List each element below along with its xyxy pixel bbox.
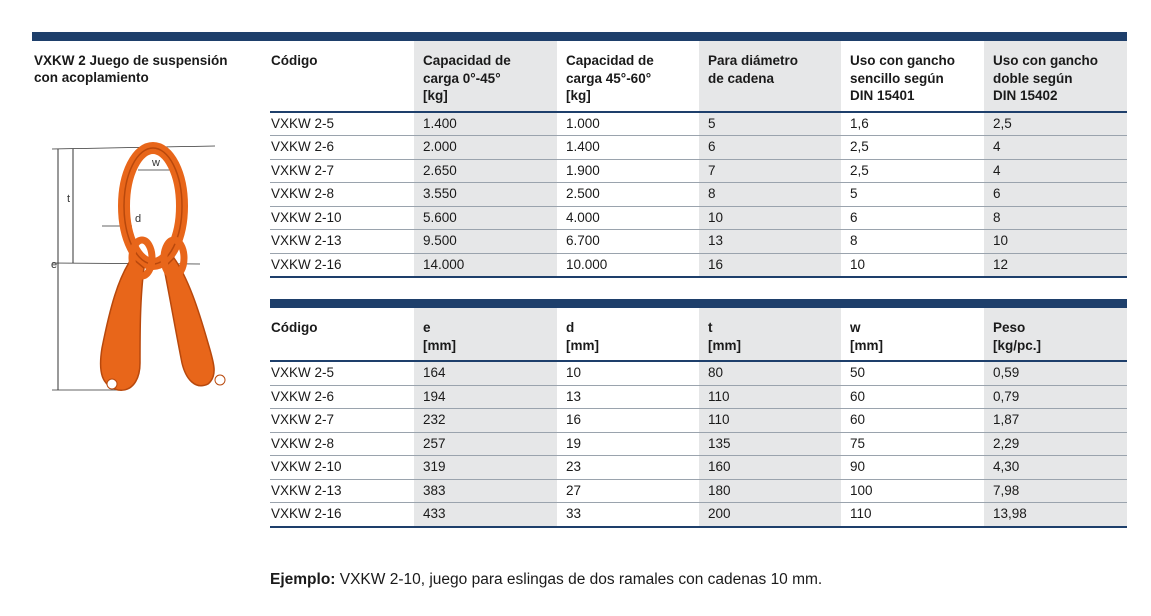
capacity-header-line: Para diámetro	[708, 53, 799, 68]
dimensions-cell	[557, 479, 699, 503]
dimensions-cell	[699, 385, 841, 409]
capacity-cell-value: 2,5	[850, 162, 869, 178]
dimensions-cell	[270, 503, 414, 527]
capacity-cell	[270, 136, 414, 160]
dimensions-cell	[984, 361, 1127, 385]
dimensions-cell-value: 135	[708, 435, 731, 451]
table-row	[270, 479, 1127, 503]
capacity-table-body	[270, 112, 1127, 278]
table-row	[270, 253, 1127, 277]
dimensions-cell-value: VXKW 2-7	[271, 412, 335, 427]
top-rule	[32, 32, 1127, 41]
capacity-cell	[699, 112, 841, 136]
capacity-cell	[699, 136, 841, 160]
capacity-cell	[557, 230, 699, 254]
capacity-cell-value: VXKW 2-16	[271, 256, 342, 272]
capacity-cell	[557, 136, 699, 160]
dimensions-header-line: [kg/pc.]	[993, 337, 1042, 353]
dimensions-header-line: e	[423, 320, 431, 335]
capacity-header-3	[699, 41, 841, 112]
capacity-cell-value: 6	[708, 139, 716, 154]
capacity-cell	[699, 230, 841, 254]
example-note	[270, 571, 822, 589]
capacity-cell-value: VXKW 2-10	[271, 209, 342, 225]
table-row	[270, 206, 1127, 230]
capacity-cell	[414, 253, 557, 277]
dimensions-cell-value: 232	[423, 412, 446, 427]
dimensions-cell-value: 13	[566, 388, 582, 404]
capacity-cell-value: 13	[708, 233, 724, 248]
capacity-cell	[984, 112, 1127, 136]
capacity-cell	[699, 253, 841, 277]
table-row	[270, 112, 1127, 136]
capacity-header-2	[557, 41, 699, 112]
capacity-cell-value: 2.650	[423, 162, 457, 178]
capacity-cell-value: 8	[993, 209, 1001, 225]
dimensions-cell	[841, 385, 984, 409]
capacity-cell-value: 14.000	[423, 256, 465, 272]
capacity-cell	[841, 112, 984, 136]
dimensions-cell-value: 50	[850, 365, 866, 380]
dimensions-cell	[557, 503, 699, 527]
capacity-cell	[699, 159, 841, 183]
dimensions-cell-value: 23	[566, 459, 582, 474]
capacity-cell	[841, 206, 984, 230]
dimensions-cell-value: VXKW 2-13	[271, 482, 342, 498]
dimensions-cell-value: 33	[566, 506, 582, 521]
capacity-cell	[557, 206, 699, 230]
capacity-cell	[414, 230, 557, 254]
table-row	[270, 456, 1127, 480]
capacity-cell	[841, 253, 984, 277]
capacity-cell	[270, 159, 414, 183]
dimensions-cell-value: 110	[708, 388, 730, 404]
capacity-cell	[557, 253, 699, 277]
capacity-cell	[699, 206, 841, 230]
capacity-cell	[414, 112, 557, 136]
dimensions-cell-value: 180	[708, 482, 731, 498]
capacity-cell-value: 5	[850, 186, 858, 201]
dimensions-cell-value: VXKW 2-6	[271, 388, 335, 404]
dimensions-cell-value: 200	[708, 506, 731, 521]
capacity-header-line: DIN 15402	[993, 88, 1058, 103]
capacity-cell	[270, 183, 414, 207]
capacity-cell	[841, 230, 984, 254]
dimensions-cell-value: 100	[850, 482, 873, 498]
dimensions-cell-value: VXKW 2-10	[271, 459, 342, 474]
dimensions-cell-value: VXKW 2-16	[271, 506, 342, 521]
capacity-cell-value: VXKW 2-13	[271, 233, 342, 248]
dimensions-cell	[984, 409, 1127, 433]
dimensions-table-body	[270, 361, 1127, 527]
capacity-cell-value: 2.000	[423, 139, 457, 154]
dimensions-header-4	[841, 308, 984, 361]
capacity-cell-value: 10	[850, 256, 866, 272]
capacity-header-1	[414, 41, 557, 112]
table-row	[270, 136, 1127, 160]
capacity-cell	[270, 112, 414, 136]
capacity-cell	[414, 183, 557, 207]
dimensions-table	[270, 308, 1127, 528]
dimensions-cell-value: 80	[708, 365, 724, 380]
capacity-cell-value: 2,5	[993, 115, 1012, 131]
capacity-header-line: Código	[271, 53, 318, 68]
dimensions-cell-value: 7,98	[993, 482, 1020, 498]
table-row	[270, 503, 1127, 527]
label-t: t	[67, 193, 71, 205]
dimensions-cell-value: 1,87	[993, 412, 1020, 427]
left-pin	[107, 379, 117, 389]
dimensions-cell-value: 10	[566, 365, 582, 380]
dimensions-header-line: t	[708, 320, 713, 335]
dimensions-cell-value: 60	[850, 412, 866, 427]
capacity-cell	[699, 183, 841, 207]
capacity-cell-value: 1,6	[850, 115, 869, 131]
dimensions-cell	[699, 361, 841, 385]
dimensions-cell-value: VXKW 2-5	[271, 365, 335, 380]
dimensions-cell-value: 90	[850, 459, 866, 474]
capacity-header-line: [kg]	[423, 88, 448, 103]
dimensions-header-line: [mm]	[566, 337, 599, 353]
product-illustration	[40, 118, 240, 403]
capacity-cell	[984, 159, 1127, 183]
dimensions-header-line: Peso	[993, 320, 1026, 335]
capacity-cell-value: 3.550	[423, 186, 457, 201]
capacity-table	[270, 41, 1127, 278]
dimensions-cell	[699, 479, 841, 503]
dimensions-cell	[984, 503, 1127, 527]
dimensions-header-3	[699, 308, 841, 361]
capacity-cell	[841, 183, 984, 207]
capacity-cell	[984, 183, 1127, 207]
capacity-cell-value: 7	[708, 162, 716, 178]
dimensions-header-2	[557, 308, 699, 361]
dimensions-cell	[414, 432, 557, 456]
dimensions-header-line: [mm]	[423, 337, 456, 353]
capacity-header-line: sencillo según	[850, 70, 944, 86]
dimensions-cell	[270, 385, 414, 409]
capacity-cell-value: 1.400	[423, 115, 457, 131]
dimensions-cell	[841, 479, 984, 503]
capacity-cell-value: 10.000	[566, 256, 608, 272]
capacity-cell	[557, 183, 699, 207]
capacity-cell-value: VXKW 2-6	[271, 139, 335, 154]
dimensions-cell	[414, 456, 557, 480]
dimensions-cell-value: 383	[423, 482, 446, 498]
dimensions-cell-value: 16	[566, 412, 582, 427]
dimension-ext-top	[52, 146, 215, 149]
dimensions-table-header	[270, 308, 1127, 361]
capacity-cell-value: 8	[850, 233, 858, 248]
capacity-cell	[270, 253, 414, 277]
dimensions-cell	[984, 456, 1127, 480]
example-label: Ejemplo:	[270, 571, 336, 588]
label-d: d	[135, 213, 142, 225]
dimensions-cell	[557, 385, 699, 409]
table-row	[270, 159, 1127, 183]
capacity-cell-value: 9.500	[423, 233, 457, 248]
table-row	[270, 432, 1127, 456]
capacity-cell	[414, 206, 557, 230]
dimensions-cell	[841, 432, 984, 456]
capacity-header-line: Capacidad de	[423, 53, 511, 68]
capacity-cell	[414, 136, 557, 160]
capacity-cell-value: 5.600	[423, 209, 457, 225]
capacity-cell	[984, 230, 1127, 254]
dimensions-cell	[841, 361, 984, 385]
dimensions-cell-value: 433	[423, 506, 446, 521]
capacity-cell-value: 16	[708, 256, 724, 272]
capacity-header-line: Uso con gancho	[850, 53, 956, 68]
capacity-header-line: Uso con gancho	[993, 53, 1099, 68]
dimensions-cell	[557, 361, 699, 385]
dimensions-cell-value: 257	[423, 435, 446, 451]
dimensions-cell-value: 110	[850, 506, 872, 521]
capacity-header-4	[841, 41, 984, 112]
dimensions-header-1	[414, 308, 557, 361]
dimensions-cell	[270, 361, 414, 385]
dimensions-cell	[414, 409, 557, 433]
capacity-cell-value: VXKW 2-7	[271, 162, 335, 178]
capacity-cell	[984, 253, 1127, 277]
capacity-cell	[557, 112, 699, 136]
dimensions-cell-value: 2,29	[993, 435, 1020, 451]
dimensions-header-line: w	[850, 320, 861, 335]
dimensions-cell-value: 19	[566, 435, 582, 451]
product-title-line1: VXKW 2 Juego de suspensión	[34, 53, 228, 68]
dimensions-header-5	[984, 308, 1127, 361]
capacity-header-5	[984, 41, 1127, 112]
dimensions-cell	[270, 479, 414, 503]
dimensions-header-0	[270, 308, 414, 361]
dimensions-cell-value: 160	[708, 459, 731, 474]
dimensions-cell	[841, 456, 984, 480]
capacity-cell	[414, 159, 557, 183]
right-pin	[215, 375, 225, 385]
capacity-cell-value: 5	[708, 115, 716, 131]
dimensions-cell-value: 110	[708, 412, 730, 427]
dimensions-cell-value: 319	[423, 459, 446, 474]
capacity-cell-value: 1.000	[566, 115, 600, 131]
capacity-cell	[270, 206, 414, 230]
dimensions-cell-value: 60	[850, 388, 866, 404]
capacity-cell-value: 8	[708, 186, 716, 201]
table-row	[270, 230, 1127, 254]
dimensions-cell	[270, 409, 414, 433]
capacity-cell-value: VXKW 2-5	[271, 115, 335, 131]
capacity-header-line: DIN 15401	[850, 88, 915, 103]
dimensions-cell-value: 75	[850, 435, 866, 451]
capacity-cell-value: 4	[993, 162, 1001, 178]
dimensions-cell	[984, 432, 1127, 456]
product-title	[34, 52, 262, 86]
capacity-header-line: de cadena	[708, 70, 775, 86]
dimensions-cell	[841, 409, 984, 433]
capacity-cell-value: VXKW 2-8	[271, 186, 335, 201]
dimensions-cell-value: 164	[423, 365, 446, 380]
capacity-cell-value: 10	[708, 209, 724, 225]
capacity-header-line: Capacidad de	[566, 53, 654, 68]
capacity-table-header	[270, 41, 1127, 112]
capacity-header-line: doble según	[993, 70, 1073, 86]
dimensions-cell-value: 13,98	[993, 506, 1027, 521]
dimensions-cell	[841, 503, 984, 527]
dimensions-cell	[699, 409, 841, 433]
dimensions-cell-value: 0,59	[993, 365, 1020, 380]
capacity-cell-value: 1.400	[566, 139, 600, 154]
capacity-cell-value: 6	[993, 186, 1001, 201]
dimensions-cell-value: 4,30	[993, 459, 1020, 474]
capacity-cell	[984, 136, 1127, 160]
capacity-cell-value: 4	[993, 139, 1001, 154]
capacity-header-0	[270, 41, 414, 112]
example-text: VXKW 2-10, juego para eslingas de dos ramales con cadenas 10 mm.	[335, 571, 823, 588]
capacity-cell-value: 1.900	[566, 162, 600, 178]
dimensions-cell	[557, 456, 699, 480]
dimensions-cell	[414, 503, 557, 527]
table-row	[270, 361, 1127, 385]
table-row	[270, 385, 1127, 409]
dimensions-cell	[557, 409, 699, 433]
capacity-cell	[270, 230, 414, 254]
dimensions-cell	[414, 385, 557, 409]
dimensions-cell	[699, 456, 841, 480]
dimensions-cell	[414, 479, 557, 503]
capacity-cell-value: 10	[993, 233, 1009, 248]
capacity-cell	[984, 206, 1127, 230]
capacity-cell-value: 4.000	[566, 209, 600, 225]
label-w: w	[152, 157, 160, 169]
capacity-header-line: carga 45°-60°	[566, 70, 652, 86]
dimensions-header-line: [mm]	[708, 337, 741, 353]
capacity-header-line: [kg]	[566, 88, 591, 103]
dimensions-cell	[699, 432, 841, 456]
dimensions-cell	[557, 432, 699, 456]
dimensions-header-line: Código	[271, 320, 318, 335]
label-e: e	[51, 259, 58, 271]
capacity-header-line: carga 0°-45°	[423, 70, 501, 86]
dimensions-cell	[984, 385, 1127, 409]
capacity-cell-value: 6	[850, 209, 858, 225]
product-title-line2: con acoplamiento	[34, 70, 149, 85]
dimensions-cell-value: 0,79	[993, 388, 1020, 404]
dimensions-header-line: d	[566, 320, 575, 335]
capacity-cell-value: 6.700	[566, 233, 600, 248]
dimensions-cell-value: 194	[423, 388, 446, 404]
capacity-cell	[557, 159, 699, 183]
capacity-cell-value: 2,5	[850, 139, 869, 154]
table-row	[270, 183, 1127, 207]
dimensions-cell	[270, 432, 414, 456]
dimensions-cell	[699, 503, 841, 527]
capacity-cell	[841, 159, 984, 183]
dimensions-cell	[984, 479, 1127, 503]
dimensions-cell-value: VXKW 2-8	[271, 435, 335, 451]
capacity-cell-value: 2.500	[566, 186, 600, 201]
dimensions-cell	[270, 456, 414, 480]
dimensions-cell	[414, 361, 557, 385]
dimensions-cell-value: 27	[566, 482, 582, 498]
dimensions-header-line: [mm]	[850, 337, 883, 353]
capacity-cell-value: 12	[993, 256, 1009, 272]
table-row	[270, 409, 1127, 433]
section-rule	[270, 299, 1127, 308]
capacity-cell	[841, 136, 984, 160]
